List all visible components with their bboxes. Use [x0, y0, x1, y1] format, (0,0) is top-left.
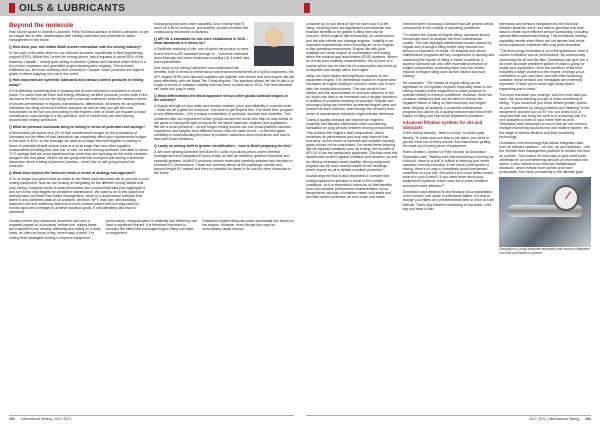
interview-question: Q How important are synthetic lubricants and various control products in mining today? [9, 78, 144, 87]
section-header [0, 0, 300, 16]
body-paragraph: "Using a quality lubricant can improve an engine's longevity and standby efficiencies when considering lubrication for long periods between moving components. This protects the engine's vital components, which enhances its performance and may help improve fuel economy, as the choice of lubricant and suitable viscosity grade should not be overlooked. For diesel fleets keeping idle off highway industries such as mining, the benefits of API CK-4 oils are particularly applicable. Oils that meet this specification protect against oxidation and aeration, as well as offering increased shear stability. Mixing equipment engines can be more heavily loaded at the headings, which require an oil to deliver excellent protection." [306, 118, 398, 172]
body-paragraph: Idling can have hidden and significant impacts on the equipment engine. The detrimental impact on engine wear increases as engine loading is reduced, which can in turn alter the combustion process. This can result in fuel dilution and the accumulation of soot and moisture in the oil, which can lead to an increased risk of sludge formation, in addition to possible reducing oil viscosity. Regular and prolonged idling can therefore accelerate engine wear and shorten oil drain intervals, even though the vehicle's hour meter or maintenance schedule might indicate otherwise. [306, 74, 398, 116]
left-columns [9, 22, 294, 217]
body-paragraph: A I am part of the sales team for our lubricant products, specifically in field engineering support (FES). Within this I cover the mining sector, which equates to about 50% of the business I handle – mainly gold mining in western Quebec and Nunavut where there is a lot of mine expansion and greenfield project development ongoing. This includes fulfillment too, the most northerly mine currently in Canada, which produces the highest-grade of diesel shipping iron ore in the world. [9, 51, 146, 76]
body-paragraph: reviewed when choosing a lubricant that will protect critical components in the coldest of operating conditions. [402, 22, 494, 31]
right-column-1 [306, 22, 398, 256]
body-paragraph: In the mining industry, "time is money" is meant quite literally. To make sure you stay in the black, you need to get the most out of every minute. And that means getting the most out of every piece of equipment. [402, 131, 491, 148]
body-paragraph: A It is definitely something that is growing and is more relevant to customers in recent years. For some time we have had energy efficiency certified products, proven both in the lab and in the field, but we are trying now to educate customers what this means in terms of proven performance in regions, transmissions, differentials, drivelines etc as synthetic lubricants can bring enhanced friction reduction as well as help you get the most horsepower for the fuel you are putting in the engines, both of which can equate to major maintenance cost savings in a big operation. And of course they are also helping decarbonise mining operations. [9, 89, 148, 123]
body-paragraph: A Synthetic reducing of oils, one of which the product is more recent and it is API standard through to ... enhance extended drain intervals and lower emissions including CK-4 which was just implemented. [154, 47, 250, 64]
bottom-column [106, 219, 198, 242]
body-paragraph: consume up to four litres of fuel for each hour it is left idling, meaning there are significant environmental and financial benefits to be gained if idling time can be reduced. When engines idle extensively, oil consumption and the side effects can damage engines. Volatility is an important characteristic when choosing an oil for engines in this operating environment. Engine oils with poor volatility can cause engine oil consumption and fouling within the exhaust gas recirculation (EGR) systems. Where an oil has poor volatility characteristics, the oil turns to a vapour which can be seen as oil consumption and build-up of deposits and sludge within the engine. [306, 22, 398, 72]
page-number: 103 [585, 417, 591, 421]
left-bottom-row [9, 219, 294, 242]
body-paragraph: exchanging and work order capability. And I mainly think it won't be a lift for everyone, and another solution involves live, continuously monitored oil analysis. [154, 22, 250, 35]
body-paragraph: Sustained engine idling can place substantial fuel stress on the engine. However, even though this may not immediately cause serious [202, 218, 294, 232]
interview-question: Q How does your role within Mobil involve interaction with the mining industry? [9, 44, 142, 49]
page-number: 102 [9, 417, 15, 421]
publication-name: JULY 2021 | International Mining [528, 417, 580, 421]
left-footer [9, 415, 294, 421]
left-column-1 [9, 22, 149, 217]
section-title: OILS & LUBRICANTS [19, 2, 126, 14]
right-column-2 [403, 22, 495, 256]
photo-caption: Donaldson is using advanced telematics and sensors integrated into fluid and filtration systems [499, 247, 590, 255]
filtration-photo [499, 177, 591, 247]
interview-question: Q What do premium lubricants bring to mining in terms of potential cost savings? [9, 124, 146, 129]
body-paragraph: telematics and sensors integrated into the fluid and filtration systems, we're now able to generate real-time data to create more efficient service scheduling, including optimal filter replacement timing. This minimises running capability results when filters are not needed and helps avoid unplanned downtime with long parts downtime. [499, 22, 589, 47]
section-header-right [300, 0, 600, 16]
body-paragraph: "The technology eliminates a lot of the guesswork when it comes to filtration and oil performance. By continuously monitoring the oil and the filter, Donaldson can give you a far more accurate predictive picture of what is going on inside your equipment. Once the condition of the fluid indicates a larger problem in the engine, it brings you a notification so you can react, and with that monitoring software, those sensors and messages are extremely important, it helps you to know right away what's happening and to react." [499, 49, 589, 91]
body-paragraph: The more transition you undergo, and the more data you have, the more warning you get of when something is failing. "If you know that you could deliver greater uptime on your equipment by being proactive and 'listening' to the equipment, wouldn't you do it? You can avoid a lot of surprises that can bring the work to a crunching halt. It's now possible to listen to your entire fleet at once. Telematics have advanced so much that we can connect multiple monitoring solutions into one intuitive system. It's the stage of tireless filtration and fluid monitoring technology." [499, 93, 590, 139]
body-paragraph: Donaldson says filtration is key because oil contamination is the number one cause of premature failure. It's best to change your filters at a predetermined time or once at a set interval. That's why filtration monitoring is important. Let's say you have a filter [402, 190, 495, 211]
article-title: Beyond the molecule [9, 22, 74, 29]
gauge-icon [553, 185, 579, 211]
body-paragraph: performance, marginal gains in reliability and efficiency can have a significant impact. It is therefore important to consider the effect that prolonged engine idling can have on equipment. [105, 218, 198, 236]
body-paragraph: A We have already launched the Mobil EV suite of products which covers thermal management and integrated E-motor fluids, as well as reduction gearbox lubricants and specialty greases. Mobil EV products contain molecules carefully selected and blended to enhance EV performance. These are currently aimed at the passenger vehicle and second freight EV market and there is potential for these to be used in other industries in the future. [154, 150, 293, 176]
body-paragraph: A Most mines will spend only 2% of their maintenance budget on the purchasing of lubricants but the effect of bad lubrication can negatively affect your maintenance budget to the tune of 40%, so the leverage we have as a major lubricant supplier in mining in terms of potential benefit versus costs is a lot stronger than any other supplied consumables including tires and fuel. In fact, on some mining contracts I am able to return TCO savings that are more significant than what they are spending on the entire lubricant budget in the first place. Where we are going with this is beyond just having a technical discussion about it being a premium product – what I like to call going beyond the molecule. [9, 131, 149, 169]
body-paragraph: A Supply strength of your sales and service network, price and reliability to execute order – those are all a given for everyone. You have to get beyond this. The Mobil Serv program is one differentiator – it is a unique combination of products, services and expertise. This combines with our engineered further groups around the world who help us stay ahead of the game in having the right products for the latest machines, engines and regulations. We are a world presence – so the longer mining houses can use cross-platform lubricant experience and insights from different mines. And our track record – in the field gives credibility in understanding the place of problem customers deep experience and how to deal with those situations. [154, 104, 294, 142]
interview-question: Q What does beyond the molecule mean in terms of strategy and approach? [9, 170, 136, 175]
right-footer [306, 415, 591, 421]
body-paragraph: He concludes: "The impact of engine idling can be significant for off-highway engines, especially those in the mining industry where equipment is under pressure to operate reliably in extreme conditions. However, there are proactive measures that can be taken to reduce the negative effects of idling on fleet economy and engine wear. Regular oil analysis, a proactive maintenance program and, above all, a quality lubricant can reduce the impact of idling and help avoid unplanned downtime." [402, 80, 493, 118]
body-paragraph: Robin Zealiem, Director of Filter Monitor at Donaldson Hydraulics said: "Making sure that everything is running as it should, down to a bolt, is critical in keeping your entire operation running smoothly. In the harsh environment of mining, there's no way to completely avoid unexpected downtime on a job site. But what if you could better control what is in your control? If you knew more about your equipment's systems, which ones are in peak condition and which need attention?" [402, 150, 494, 188]
publication-name: International Mining | JULY 2021 [20, 417, 72, 421]
interviewee-photo [254, 22, 294, 66]
body-paragraph: "To monitor the impact of engine idling, operators should incorporate used oil analysis into their maintenance routine. This can highlight maintenance issues caused by regular and prolonged idling before they become too serious or expensive to repair. Oil analysis and robust maintenance programs are key components in tackling and monitoring the impact of idling in harsh conditions. A superior lubricant can also offer essential protection for engine components, protecting them from the hidden impacts of engine idling such as fuel dilution and soot loading." [402, 32, 495, 79]
interview-question: Q Lastly on mining shift to greater electrification – how is Mobil preparing for this? [154, 143, 292, 148]
right-columns [306, 22, 591, 256]
left-column-2 [154, 22, 294, 217]
right-page [300, 0, 600, 424]
bottom-column [9, 219, 101, 242]
body-paragraph: And most of our mining customers now understand the benefits, both in terms of performance and environmental terms of a hybrid customers, the API, engine SERs and lubricant suppliers get together and ensure that new engine oils will work effectively with the latest Tier 4 final engines. The standard allows the oils to last a lot longer in terms of oxidation stability and has been in place since 2016. The next standard will come into play in early. [154, 66, 294, 92]
body-paragraph: Donaldson now technology that allows integrated data from all relevant systems – oil, fuel, air and hydraulic – into the Sen5ah fleet management platform to monitor the fleet as a whole. This means it's now easy to spot what could otherwise be an overwhelming amount of information into action. It also means more informed maintenance decisions, which means more uptime and more productivity. And more productivity is the ultimate goal. [499, 141, 591, 175]
body-paragraph: Sustain improve that is also important to consider that mining equipment operates in some of the coldest conditions, so it is essential to select an oil that benefits from cold weather performance characteristics. A low-temperature viscosity oil enables easier cold starts and provides added protection on and under cold starts. [306, 174, 392, 200]
subheading: Advanced filtration systems for oils and lubricants [402, 120, 483, 130]
section-marker-icon [304, 3, 310, 13]
interview-question: Q What differentiates the Mobil approach versus other global lubricant majors in the industry? [154, 93, 288, 102]
body-paragraph: A To no longer just about what we make in our blend plant and what oils do you put in your mining equipment. Now we are looking at integrating all the different mining assets that your mining company needs to track information and connect that data plus aggregate it and turn it into real insights for predictive maintenance. We want to be in this space and already have our Mobil Serv Asset Management, which is a cloud-based software that takes in and combines data on oil analysis, vibration, NPT, lean-line, serviceability, inspection etc and wellbeing data from a more centred picture but now supported by human input and oversight to achieve business goals. It will ultimately also lead to advanced [9, 177, 149, 215]
body-paragraph: Paul Moore spoke to Mathieu Lacombe, Field Technical Advisor at Mobil Lubricants, to get an insight into to offer, relationships with mining customers and potential for asset management in the future. [9, 30, 149, 43]
body-paragraph: Industry where any unplanned downtime can have a negative impact on a business' bottom line, mining fleets are expected to run reliably, efficiently and safely on a daily basis, as often as hours a day, seven days a week. For mining fleet managers looking to improve equipment [9, 218, 101, 240]
right-column-3 [499, 22, 591, 256]
interview-question: Q API CK-4 standards for oils were established in 2016 – what standards is it driven by? [154, 36, 248, 45]
bottom-column [202, 219, 294, 242]
section-marker-icon [9, 3, 15, 13]
